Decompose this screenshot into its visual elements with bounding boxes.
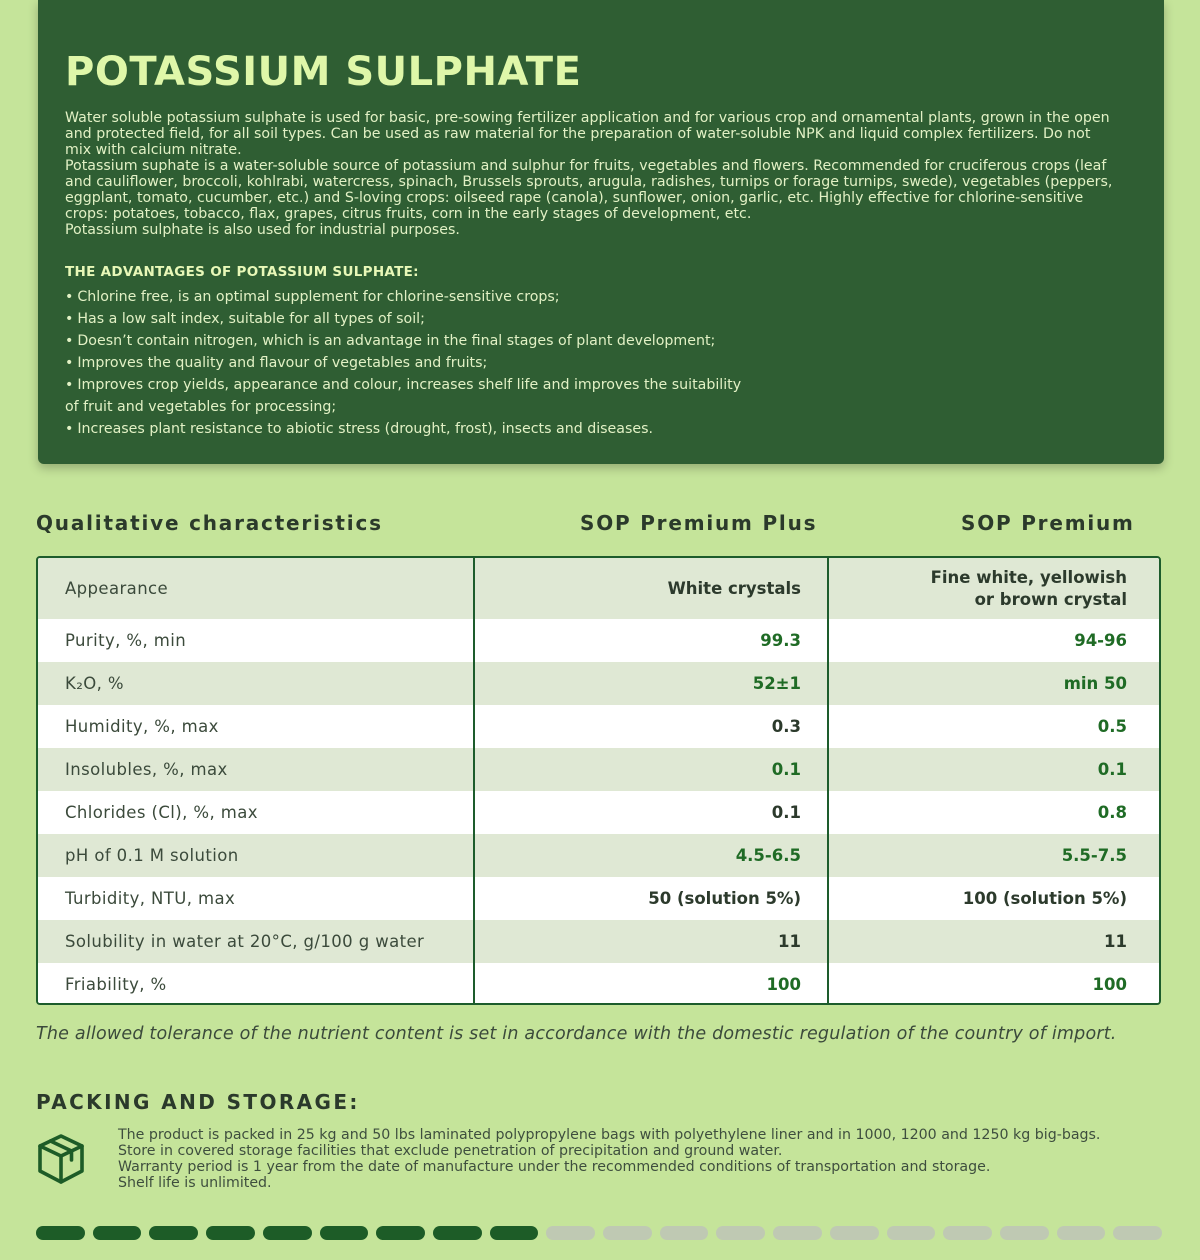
header-sop-premium-plus: SOP Premium Plus [580, 511, 818, 535]
premium-cell [827, 558, 1159, 619]
intro-paragraph-3: Potassium sulphate is also used for industrial purposes. [65, 222, 460, 238]
premium-value: 94-96 [1074, 631, 1127, 650]
premium-plus-cell [473, 877, 827, 920]
progress-segment-empty [943, 1226, 992, 1240]
premium-plus-cell [473, 705, 827, 748]
row-label: Humidity, %, max [65, 717, 219, 736]
premium-plus-cell [473, 834, 827, 877]
progress-segment-filled [433, 1226, 482, 1240]
characteristics-table [36, 556, 1161, 1005]
table-row [38, 877, 1159, 920]
progress-segment-filled [320, 1226, 369, 1240]
premium-plus-value: 99.3 [760, 631, 801, 650]
table-row [38, 748, 1159, 791]
premium-value: 100 (solution 5%) [962, 889, 1127, 908]
advantage-item: • Improves the quality and flavour of vegetables and fruits; [65, 355, 488, 371]
premium-plus-cell [473, 619, 827, 662]
packing-storage-heading: PACKING AND STORAGE: [36, 1090, 360, 1114]
premium-value: 0.8 [1097, 803, 1127, 822]
table-row [38, 619, 1159, 662]
premium-cell [827, 920, 1159, 963]
premium-cell [827, 662, 1159, 705]
packing-storage-text [118, 1127, 1100, 1191]
product-intro-panel [38, 0, 1164, 464]
packing-line: Store in covered storage facilities that exclude penetration of precipitation and ground water. [118, 1143, 783, 1159]
table-row-appearance [38, 558, 1159, 619]
progress-segment-filled [93, 1226, 142, 1240]
advantage-item: • Doesn’t contain nitrogen, which is an advantage in the final stages of plant development; [65, 333, 716, 349]
progress-segment-empty [660, 1226, 709, 1240]
advantages-list [65, 286, 1120, 440]
premium-plus-value: 0.1 [771, 760, 801, 779]
packing-line: Shelf life is unlimited. [118, 1175, 272, 1191]
packing-line: Warranty period is 1 year from the date of manufacture under the recommended conditions of transportation and storage. [118, 1159, 991, 1175]
premium-plus-value: 52±1 [752, 674, 801, 693]
premium-value: 5.5-7.5 [1061, 846, 1127, 865]
premium-plus-value: White crystals [667, 579, 801, 598]
premium-cell [827, 877, 1159, 920]
progress-segment-filled [149, 1226, 198, 1240]
advantage-item-continued: of fruit and vegetables for processing; [65, 399, 337, 415]
premium-plus-cell [473, 558, 827, 619]
premium-cell [827, 619, 1159, 662]
premium-plus-cell [473, 662, 827, 705]
advantage-item: • Has a low salt index, suitable for all types of soil; [65, 311, 425, 327]
premium-plus-cell [473, 920, 827, 963]
box-icon [36, 1133, 86, 1185]
row-label: Purity, %, min [65, 631, 187, 650]
intro-paragraph-2: Potassium suphate is a water-soluble source of potassium and sulphur for fruits, vegetables and flowers. Recommended for cruciferous crops (leaf and cauliflower, broccoli, kohlrabi, watercress, spinach, Brussels sprouts, arugula, radishes, turnips or forage turnips, swede), vegetables (peppers, eggplant, tomato, cucumber, etc.) and S-loving crops: oilseed rape (canola), sunflower, onion, garlic, etc. Highly effective for chlorine-sensitive crops: potatoes, tobacco, flax, grapes, citrus fruits, corn in the early stages of development, etc. [65, 158, 1113, 222]
premium-cell [827, 963, 1159, 1005]
row-label: K₂O, % [65, 674, 124, 693]
page-progress-bar [36, 1226, 1162, 1240]
row-label: Appearance [65, 579, 169, 598]
packing-line: The product is packed in 25 kg and 50 lbs laminated polypropylene bags with polyethylene liner and in 1000, 1200 and 1250 kg big-bags. [118, 1127, 1101, 1143]
advantage-item: • Increases plant resistance to abiotic stress (drought, frost), insects and diseases. [65, 421, 653, 437]
premium-value: 0.1 [1097, 760, 1127, 779]
advantages-heading: THE ADVANTAGES OF POTASSIUM SULPHATE: [65, 264, 419, 280]
table-row [38, 662, 1159, 705]
table-row [38, 834, 1159, 877]
premium-plus-cell [473, 791, 827, 834]
premium-plus-value: 0.3 [771, 717, 801, 736]
tolerance-note: The allowed tolerance of the nutrient content is set in accordance with the domestic regulation of the country of import. [36, 1024, 1117, 1044]
premium-value: Fine white, yellowish or brown crystal [930, 567, 1127, 609]
premium-value: 100 [1092, 975, 1127, 994]
progress-segment-filled [263, 1226, 312, 1240]
intro-paragraph-1: Water soluble potassium sulphate is used for basic, pre-sowing fertilizer application and for various crop and ornamental plants, grown in the open and protected field, for all soil types. Can be used as raw material for the preparation of water-soluble NPK and liquid complex fertilizers. Do not mix with calcium nitrate. [65, 110, 1110, 158]
row-label: Solubility in water at 20°C, g/100 g water [65, 932, 425, 951]
progress-segment-empty [773, 1226, 822, 1240]
premium-cell [827, 748, 1159, 791]
premium-value: min 50 [1063, 674, 1127, 693]
progress-segment-filled [206, 1226, 255, 1240]
progress-segment-filled [376, 1226, 425, 1240]
progress-segment-filled [490, 1226, 539, 1240]
progress-segment-empty [603, 1226, 652, 1240]
header-qualitative-characteristics: Qualitative characteristics [36, 511, 383, 535]
premium-plus-value: 100 [766, 975, 801, 994]
progress-segment-empty [1000, 1226, 1049, 1240]
row-label: Friability, % [65, 975, 167, 994]
premium-value: 0.5 [1097, 717, 1127, 736]
header-sop-premium: SOP Premium [961, 511, 1135, 535]
premium-cell [827, 791, 1159, 834]
progress-segment-empty [1113, 1226, 1162, 1240]
progress-segment-filled [36, 1226, 85, 1240]
premium-cell [827, 834, 1159, 877]
advantage-item: • Improves crop yields, appearance and colour, increases shelf life and improves the suitability [65, 377, 742, 393]
premium-plus-cell [473, 963, 827, 1005]
table-row [38, 920, 1159, 963]
progress-segment-empty [830, 1226, 879, 1240]
premium-plus-value: 50 (solution 5%) [648, 889, 801, 908]
premium-plus-value: 4.5-6.5 [735, 846, 801, 865]
advantage-item: • Chlorine free, is an optimal supplement for chlorine-sensitive crops; [65, 289, 560, 305]
premium-cell [827, 705, 1159, 748]
page-title: POTASSIUM SULPHATE [65, 49, 582, 95]
premium-plus-cell [473, 748, 827, 791]
row-label: pH of 0.1 M solution [65, 846, 239, 865]
row-label: Insolubles, %, max [65, 760, 228, 779]
premium-plus-value: 0.1 [771, 803, 801, 822]
table-row [38, 791, 1159, 834]
table-row [38, 963, 1159, 1005]
row-label: Turbidity, NTU, max [65, 889, 236, 908]
progress-segment-empty [546, 1226, 595, 1240]
table-row [38, 705, 1159, 748]
progress-segment-empty [716, 1226, 765, 1240]
premium-plus-value: 11 [778, 932, 801, 951]
row-label: Chlorides (Cl), %, max [65, 803, 258, 822]
progress-segment-empty [1057, 1226, 1106, 1240]
premium-value: 11 [1104, 932, 1127, 951]
progress-segment-empty [887, 1226, 936, 1240]
